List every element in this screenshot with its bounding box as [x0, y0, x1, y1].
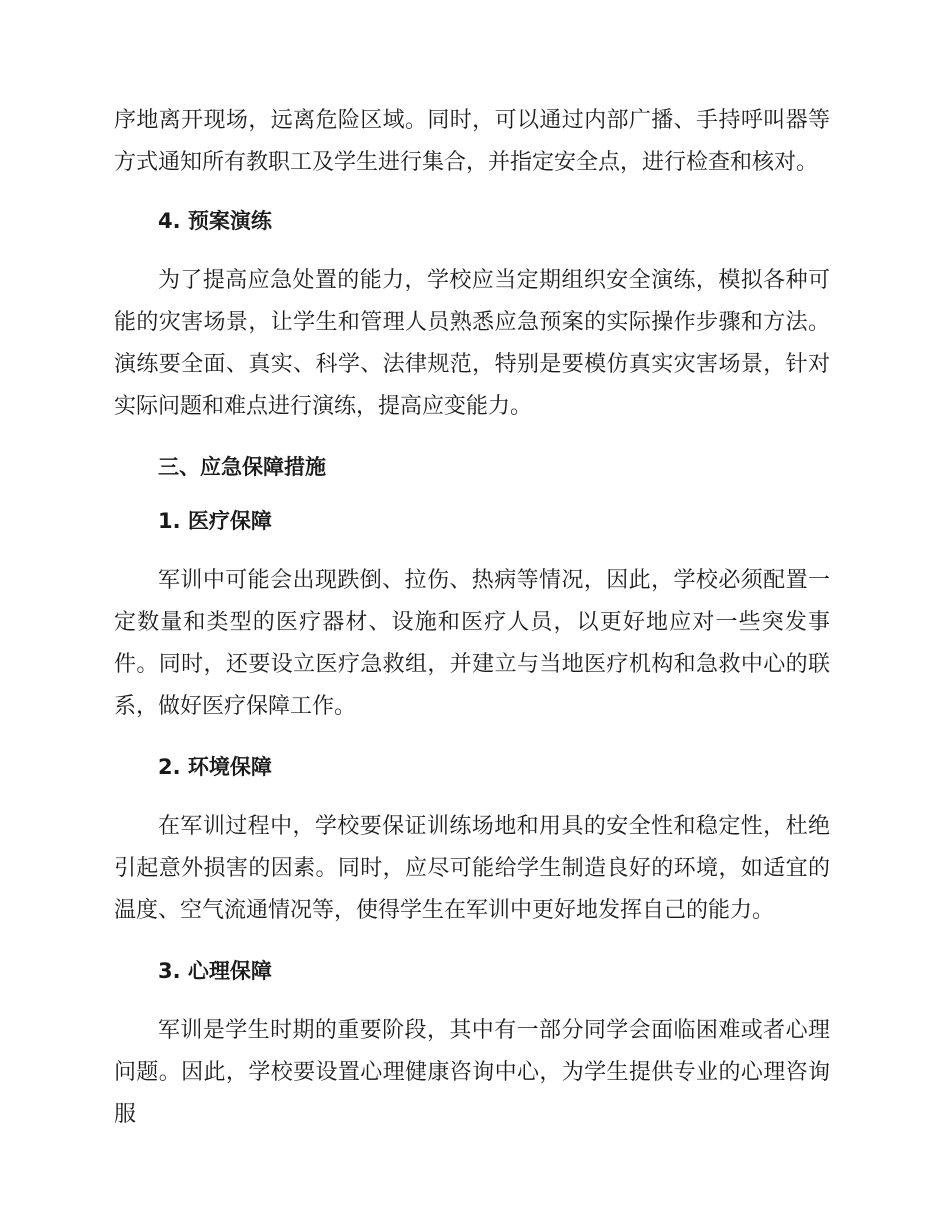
paragraph-continuation: 序地离开现场，远离危险区域。同时，可以通过内部广播、手持呼叫器等方式通知所有教职工及学生进行集合，并指定安全点，进行检查和核对。: [114, 108, 830, 175]
paragraph-plan-drill: 为了提高应急处置的能力，学校应当定期组织安全演练，模拟各种可能的灾害场景，让学生和管理人员熟悉应急预案的实际操作步骤和方法。演练要全面、真实、科学、法律规范，特别是要模仿真实灾害场景，针对实际问题和难点进行演练，提高应变能力。: [114, 268, 830, 419]
paragraph-psychology: 军训是学生时期的重要阶段，其中有一部分同学会面临困难或者心理问题。因此，学校要设置心理健康咨询中心，为学生提供专业的心理咨询服: [114, 1018, 830, 1127]
document-page: [114, 100, 830, 1160]
paragraph-medical: 军训中可能会出现跌倒、拉伤、热病等情况，因此，学校必须配置一定数量和类型的医疗器材、设施和医疗人员，以更好地应对一些突发事件。同时，还要设立医疗急救组，并建立与当地医疗机构和急救中心的联系，做好医疗保障工作。: [114, 568, 830, 719]
section-heading-psychology: 3. 心理保障: [158, 959, 272, 983]
paragraph-environment: 在军训过程中，学校要保证训练场地和用具的安全性和稳定性，杜绝引起意外损害的因素。同时，应尽可能给学生制造良好的环境，如适宜的温度、空气流通情况等，使得学生在军训中更好地发挥自己的能力。: [114, 814, 830, 923]
section-heading-plan-drill: 4. 预案演练: [158, 209, 272, 233]
section-heading-environment: 2. 环境保障: [158, 755, 272, 779]
section-heading-emergency-measures: 三、应急保障措施: [158, 455, 326, 479]
section-heading-medical: 1. 医疗保障: [158, 509, 272, 533]
